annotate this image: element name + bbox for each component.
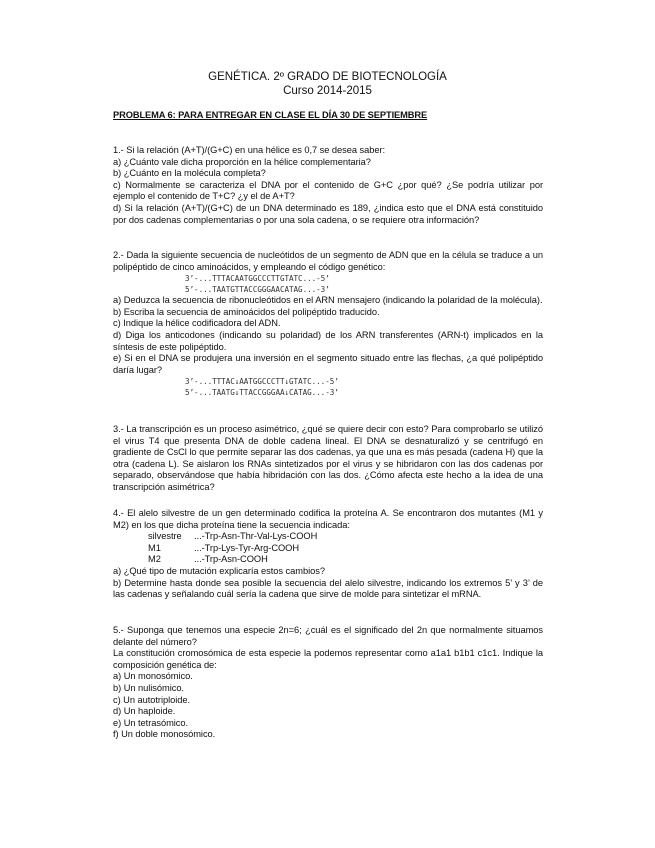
problem-1-d: d) Si la relación (A+T)/(G+C) de un DNA determinado es 189, ¿indica esto que el DNA está constituido por dos cadenas complementarias o por una sola cadena, o se requiere otra información? (113, 202, 543, 225)
dna-sequence-5-3: 5’-...TAATGTTACCGGGAACATAG...-3’ (185, 285, 330, 295)
problem-5-b: b) Un nulisómico. (113, 682, 184, 693)
problem-5-intro: 5.- Suponga que tenemos una especie 2n=6; ¿cuál es el significado del 2n que normalmente situamos delante del número? (113, 625, 543, 647)
problem-2 (113, 250, 543, 398)
sequence-row-silvestre (148, 531, 543, 543)
problem-1-intro: 1.- Si la relación (A+T)/(G+C) en una hélice es 0,7 se desea saber: (113, 145, 386, 155)
seq-part: GTATC...-5’ (289, 377, 339, 387)
problem-5-f: f) Un doble monosómico. (113, 729, 216, 740)
problem-2-c: c) Indique la hélice codificadora del ADN. (113, 318, 281, 329)
problem-2-b: b) Escriba la secuencia de aminoácidos del polipéptido traducido. (113, 306, 380, 317)
arrow-down-icon: ↓ (234, 388, 240, 398)
arrow-down-icon: ↓ (234, 377, 240, 387)
arrow-down-icon: ↓ (284, 388, 290, 398)
problem-1-b: b) ¿Cuánto en la molécula completa? (113, 168, 266, 179)
problem-1-c: c) Normalmente se caracteriza el DNA por el contenido de G+C ¿por qué? ¿Se podría utilizar por ejemplo el contenido de T+C? ¿y el de A+T? (113, 179, 543, 202)
dna-sequence-inverted-5-3 (113, 387, 543, 398)
protein-sequence: ...-Trp-Asn-Thr-Val-Lys-COOH (194, 531, 318, 542)
problem-2-d: d) Diga los anticodones (indicando su polaridad) de los ARN transferentes (ARN-t) implicados en la síntesis de este polipéptido. (113, 329, 543, 352)
dna-sequence-3-5: 3’-...TTTACAATGGCCCTTGTATC...-5’ (185, 274, 330, 284)
seq-part: CATAG...-3’ (289, 388, 339, 398)
sequence-name: M2 (148, 554, 161, 565)
problem-5-a: a) Un monosómico. (113, 671, 193, 682)
problem-5-e: e) Un tetrasómico. (113, 717, 189, 728)
problem-3-text: 3.- La transcripción es un proceso asimétrico, ¿qué se quiere decir con esto? Para comprobarlo se utilizó el virus T4 que presenta DNA de doble cadena lineal. El DNA se desnaturalizó y se centrifugó en gradiente de CsCl lo que permite separar las dos cadenas, ya que una es más pesada (cadena H) que la otra (cadena L). Se aislaron los RNAs sintetizados por el virus y se hibridaron con las dos cadenas por separado, observándose que había hibridación con las dos. ¿Cómo afecta este hecho a la idea de una transcripción asimétrica? (113, 424, 543, 492)
problem-4-b: b) Determine hasta donde sea posible la secuencia del alelo silvestre, indicando los extremos 5’ y 3’ de las cadenas y señalando cuál sería la cadena que sirve de molde para sintetizar el mRNA. (113, 577, 543, 600)
protein-sequence: ...-Trp-Asn-COOH (194, 554, 268, 565)
problem-1 (113, 145, 543, 226)
problem-5-d: d) Un haploide. (113, 706, 176, 717)
course-year: Curso 2014-2015 (283, 85, 372, 97)
dna-sequence-inverted-3-5 (113, 376, 543, 387)
problem-4-a: a) ¿Qué tipo de mutación explicaría estos cambios? (113, 565, 325, 576)
problem-2-a: a) Deduzca la secuencia de ribonucleótidos en el ARN mensajero (indicando la polaridad de la molécula). (113, 295, 543, 306)
seq-part: TTACCGGGAA (239, 388, 285, 398)
seq-part: 5’-...TAATG (185, 388, 235, 398)
problem-4-intro: 4.- El alelo silvestre de un gen determinado codifica la proteína A. Se encontraron dos mutantes (M1 y M2) en los que dicha proteína tiene la secuencia indicada: (113, 508, 543, 530)
problem-3 (113, 424, 543, 494)
protein-sequence: ...-Trp-Lys-Tyr-Arg-COOH (194, 542, 300, 553)
arrow-down-icon: ↓ (284, 377, 290, 387)
problem-2-e: e) Si en el DNA se produjera una inversión en el segmento situado entre las flechas, ¿a qué polipéptido daría lugar? (113, 353, 543, 375)
mutant-sequences (113, 531, 543, 566)
problem-heading: PROBLEMA 6: PARA ENTREGAR EN CLASE EL DÍA 30 DE SEPTIEMBRE (113, 110, 428, 120)
sequence-row-m1 (148, 543, 543, 555)
seq-part: 3’-...TTTAC (185, 377, 235, 387)
problem-4 (113, 508, 543, 601)
problem-2-intro: 2.- Dada la siguiente secuencia de nucleótidos de un segmento de ADN que en la célula se traduce a un polipéptido de cinco aminoácidos, y empleando el código genético: (113, 250, 543, 272)
problem-1-a: a) ¿Cuánto vale dicha proporción en la hélice complementaria? (113, 156, 371, 167)
sequence-name: silvestre (148, 531, 182, 542)
sequence-row-m2 (148, 554, 543, 566)
problem-5-text: La constitución cromosómica de esta especie la podemos representar como a1a1 b1b1 c1c1. Indique la composición genética de: (113, 648, 543, 670)
problem-5 (113, 625, 543, 741)
seq-part: AATGGCCCTT (239, 377, 285, 387)
document-title: GENÉTICA. 2º GRADO DE BIOTECNOLOGÍA (208, 71, 447, 83)
problem-5-c: c) Un autotriploide. (113, 694, 191, 705)
sequence-name: M1 (148, 542, 161, 553)
